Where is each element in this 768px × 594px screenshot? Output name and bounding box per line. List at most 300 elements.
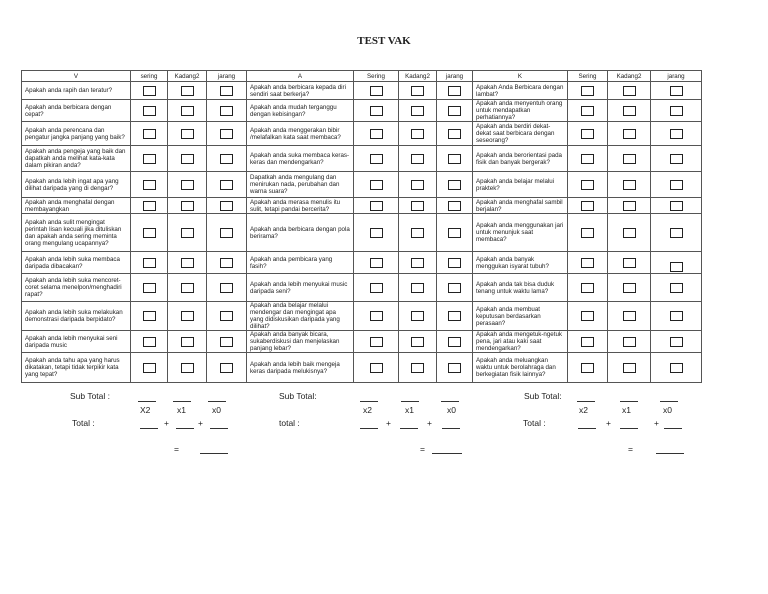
k-subtotal-blank-3[interactable] [660, 401, 678, 402]
k-subtotal-blank-1[interactable] [577, 401, 595, 402]
a-jarang-cell [437, 331, 473, 353]
a-equals: = [420, 444, 425, 454]
v-subtotal-blank-2[interactable] [173, 401, 191, 402]
k-kadang-checkbox[interactable] [623, 201, 636, 211]
question-a: Dapatkah anda mengulang dan menirukan nada, perubahan dan warna suara? [247, 172, 354, 198]
question-v: Apakah anda menghafal dengan membayangkan [22, 198, 131, 214]
k-total-blank-3[interactable] [664, 428, 682, 429]
k-sering-checkbox[interactable] [581, 283, 594, 293]
a-jarang-cell [437, 122, 473, 146]
v-sering-cell [131, 100, 168, 122]
v-jarang-checkbox[interactable] [220, 283, 233, 293]
k-sering-checkbox[interactable] [581, 129, 594, 139]
k-kadang-checkbox[interactable] [623, 86, 636, 96]
a-jarang-checkbox[interactable] [448, 363, 461, 373]
a-kadang-checkbox[interactable] [411, 363, 424, 373]
k-kadang-checkbox[interactable] [623, 129, 636, 139]
k-jarang-checkbox[interactable] [670, 337, 683, 347]
a-plus-2: + [427, 418, 432, 428]
k-kadang-cell [608, 122, 651, 146]
question-row [22, 100, 702, 122]
a-sering-checkbox[interactable] [370, 129, 383, 139]
a-jarang-checkbox[interactable] [448, 337, 461, 347]
v-jarang-checkbox[interactable] [220, 180, 233, 190]
header-a-jarang: jarang [437, 71, 473, 82]
v-jarang-cell [207, 146, 247, 172]
v-jarang-checkbox[interactable] [220, 106, 233, 116]
a-kadang-checkbox[interactable] [411, 86, 424, 96]
a-jarang-cell [437, 353, 473, 383]
header-v-sering: sering [131, 71, 168, 82]
k-total-label: Total : [523, 418, 546, 428]
a-sering-checkbox[interactable] [370, 337, 383, 347]
a-subtotal-label: Sub Total: [279, 391, 317, 401]
a-sering-cell [354, 353, 399, 383]
k-kadang-cell [608, 82, 651, 100]
k-sering-checkbox[interactable] [581, 106, 594, 116]
k-sering-cell [568, 172, 608, 198]
v-jarang-cell [207, 274, 247, 302]
v-kadang-cell [168, 146, 207, 172]
question-row [22, 198, 702, 214]
k-jarang-checkbox[interactable] [670, 129, 683, 139]
k-kadang-cell [608, 274, 651, 302]
k-sering-checkbox[interactable] [581, 258, 594, 268]
k-kadang-cell [608, 353, 651, 383]
v-kadang-checkbox[interactable] [181, 311, 194, 321]
a-plus-1: + [386, 418, 391, 428]
a-sering-checkbox[interactable] [370, 86, 383, 96]
question-k: Apakah anda berorientasi pada fisik dan banyak bergerak? [473, 146, 568, 172]
k-sering-checkbox[interactable] [581, 228, 594, 238]
k-sering-cell [568, 302, 608, 331]
a-jarang-cell [437, 302, 473, 331]
k-sering-checkbox[interactable] [581, 201, 594, 211]
question-v: Apakah anda lebih menyukai seni daripada music [22, 331, 131, 353]
k-jarang-cell [651, 214, 702, 252]
question-row [22, 302, 702, 331]
k-subtotal-blank-2[interactable] [620, 401, 638, 402]
a-jarang-checkbox[interactable] [448, 154, 461, 164]
a-kadang-checkbox[interactable] [411, 154, 424, 164]
k-jarang-checkbox[interactable] [670, 86, 683, 96]
v-jarang-checkbox[interactable] [220, 258, 233, 268]
question-row [22, 274, 702, 302]
a-kadang-cell [399, 82, 437, 100]
k-multiplier-3: x0 [663, 405, 672, 415]
k-sering-checkbox[interactable] [581, 154, 594, 164]
question-row [22, 172, 702, 198]
a-multiplier-2: x1 [405, 405, 414, 415]
header-row [22, 71, 702, 82]
v-subtotal-label: Sub Total : [70, 391, 111, 401]
k-sering-checkbox[interactable] [581, 86, 594, 96]
a-sering-checkbox[interactable] [370, 201, 383, 211]
v-sering-checkbox[interactable] [143, 228, 156, 238]
k-multiplier-1: x2 [579, 405, 588, 415]
v-kadang-cell [168, 122, 207, 146]
a-sering-cell [354, 252, 399, 274]
question-a: Apakah anda banyak bicara, sukaberdiskusi dan menjelaskan panjang lebar? [247, 331, 354, 353]
v-sering-checkbox[interactable] [143, 180, 156, 190]
question-v: Apakah anda tahu apa yang harus dikatakan, tetapi tidak terpikir kata yang tepat? [22, 353, 131, 383]
k-kadang-checkbox[interactable] [623, 258, 636, 268]
k-kadang-checkbox[interactable] [623, 154, 636, 164]
a-total-blank-3[interactable] [442, 428, 460, 429]
a-kadang-cell [399, 252, 437, 274]
a-sering-checkbox[interactable] [370, 258, 383, 268]
k-sering-cell [568, 198, 608, 214]
v-sering-checkbox[interactable] [143, 363, 156, 373]
v-total-blank-3[interactable] [210, 428, 228, 429]
question-row [22, 122, 702, 146]
v-total-label: Total : [72, 418, 95, 428]
v-kadang-cell [168, 252, 207, 274]
question-v: Apakah anda rapih dan teratur? [22, 82, 131, 100]
k-jarang-cell [651, 198, 702, 214]
v-multiplier-3: x0 [212, 405, 221, 415]
a-kadang-checkbox[interactable] [411, 228, 424, 238]
question-v: Apakah anda pengeja yang baik dan dapatkah anda melihat kata-kata dalam pikiran anda? [22, 146, 131, 172]
a-kadang-checkbox[interactable] [411, 129, 424, 139]
v-sering-checkbox[interactable] [143, 337, 156, 347]
v-plus-2: + [198, 418, 203, 428]
v-kadang-cell [168, 172, 207, 198]
k-kadang-checkbox[interactable] [623, 180, 636, 190]
a-kadang-cell [399, 172, 437, 198]
v-sering-checkbox[interactable] [143, 201, 156, 211]
header-v: V [22, 71, 131, 82]
question-k: Apakah anda mengetuk-ngetuk pena, jari atau kaki saat mendengarkan? [473, 331, 568, 353]
v-kadang-checkbox[interactable] [181, 201, 194, 211]
v-jarang-cell [207, 353, 247, 383]
question-v: Apakah anda lebih suka membaca daripada dibacakan? [22, 252, 131, 274]
a-total-blank-1[interactable] [360, 428, 378, 429]
v-kadang-checkbox[interactable] [181, 154, 194, 164]
v-sering-cell [131, 198, 168, 214]
a-kadang-checkbox[interactable] [411, 337, 424, 347]
v-result-blank[interactable] [200, 453, 228, 454]
a-jarang-checkbox[interactable] [448, 228, 461, 238]
k-kadang-cell [608, 198, 651, 214]
a-sering-checkbox[interactable] [370, 180, 383, 190]
question-row [22, 214, 702, 252]
v-kadang-cell [168, 353, 207, 383]
v-subtotal-blank-3[interactable] [208, 401, 226, 402]
question-a: Apakah anda mudah terganggu dengan kebisingan? [247, 100, 354, 122]
header-k-kadang: Kadang2 [608, 71, 651, 82]
k-jarang-cell [651, 252, 702, 274]
k-jarang-cell [651, 353, 702, 383]
v-jarang-checkbox[interactable] [220, 86, 233, 96]
v-sering-checkbox[interactable] [143, 106, 156, 116]
question-a: Apakah anda belajar melalui mendengar dan mengingat apa yang didiskusikan daripada yang dilihat? [247, 302, 354, 331]
question-k: Apakah anda tak bisa duduk tenang untuk waktu lama? [473, 274, 568, 302]
a-jarang-cell [437, 100, 473, 122]
a-sering-cell [354, 146, 399, 172]
header-k: K [473, 71, 568, 82]
header-a-sering: Sering [354, 71, 399, 82]
question-a: Apakah anda suka membaca keras-keras dan mendengarkan? [247, 146, 354, 172]
v-jarang-checkbox[interactable] [220, 154, 233, 164]
v-kadang-cell [168, 214, 207, 252]
v-sering-cell [131, 302, 168, 331]
a-jarang-checkbox[interactable] [448, 311, 461, 321]
k-sering-checkbox[interactable] [581, 311, 594, 321]
k-jarang-cell [651, 122, 702, 146]
a-multiplier-3: x0 [447, 405, 456, 415]
question-a: Apakah anda pembicara yang fasih? [247, 252, 354, 274]
question-rows [22, 82, 702, 383]
k-jarang-checkbox[interactable] [670, 311, 683, 321]
v-sering-cell [131, 274, 168, 302]
a-kadang-cell [399, 353, 437, 383]
a-jarang-checkbox[interactable] [448, 201, 461, 211]
k-jarang-cell [651, 302, 702, 331]
a-multiplier-1: x2 [363, 405, 372, 415]
k-kadang-checkbox[interactable] [623, 363, 636, 373]
k-jarang-checkbox[interactable] [670, 201, 683, 211]
v-sering-cell [131, 331, 168, 353]
a-kadang-checkbox[interactable] [411, 180, 424, 190]
k-total-blank-2[interactable] [620, 428, 638, 429]
question-v: Apakah anda sulit mengingat perintah lisan kecuali jika dituliskan dan apakah anda sering meminta orang mengulang ucapannya? [22, 214, 131, 252]
k-jarang-cell [651, 100, 702, 122]
k-sering-cell [568, 353, 608, 383]
a-subtotal-blank-2[interactable] [401, 401, 419, 402]
k-kadang-checkbox[interactable] [623, 337, 636, 347]
question-k: Apakah anda berdiri dekat-dekat saat berbicara dengan seseorang? [473, 122, 568, 146]
a-jarang-cell [437, 172, 473, 198]
k-sering-cell [568, 214, 608, 252]
a-kadang-cell [399, 198, 437, 214]
k-result-blank[interactable] [656, 453, 684, 454]
question-k: Apakah anda menghafal sambil berjalan? [473, 198, 568, 214]
page-title: TEST VAK [357, 35, 411, 47]
a-kadang-cell [399, 302, 437, 331]
k-jarang-checkbox[interactable] [670, 228, 683, 238]
a-kadang-cell [399, 331, 437, 353]
question-v: Apakah anda lebih suka melakukan demonstrasi daripada berpidato? [22, 302, 131, 331]
question-v: Apakah anda lebih ingat apa yang dilihat daripada yang di dengar? [22, 172, 131, 198]
v-kadang-cell [168, 198, 207, 214]
v-total-blank-2[interactable] [176, 428, 194, 429]
k-subtotal-label: Sub Total: [524, 391, 562, 401]
a-sering-cell [354, 331, 399, 353]
a-sering-checkbox[interactable] [370, 283, 383, 293]
a-jarang-cell [437, 198, 473, 214]
k-sering-cell [568, 100, 608, 122]
v-jarang-checkbox[interactable] [220, 129, 233, 139]
a-sering-checkbox[interactable] [370, 154, 383, 164]
v-kadang-checkbox[interactable] [181, 129, 194, 139]
a-sering-cell [354, 214, 399, 252]
a-jarang-checkbox[interactable] [448, 180, 461, 190]
k-sering-cell [568, 252, 608, 274]
a-jarang-checkbox[interactable] [448, 258, 461, 268]
k-jarang-checkbox[interactable] [670, 262, 683, 272]
a-jarang-cell [437, 252, 473, 274]
a-kadang-checkbox[interactable] [411, 201, 424, 211]
question-k: Apakah Anda Berbicara dengan lambat? [473, 82, 568, 100]
k-sering-checkbox[interactable] [581, 337, 594, 347]
v-sering-cell [131, 122, 168, 146]
a-subtotal-blank-3[interactable] [441, 401, 459, 402]
v-sering-checkbox[interactable] [143, 86, 156, 96]
v-jarang-cell [207, 302, 247, 331]
k-jarang-checkbox[interactable] [670, 154, 683, 164]
k-sering-cell [568, 331, 608, 353]
v-jarang-checkbox[interactable] [220, 311, 233, 321]
k-multiplier-2: x1 [622, 405, 631, 415]
k-sering-cell [568, 82, 608, 100]
question-row [22, 252, 702, 274]
a-kadang-cell [399, 100, 437, 122]
v-equals: = [174, 444, 179, 454]
v-subtotal-blank-1[interactable] [138, 401, 156, 402]
question-v: Apakah anda perencana dan pengatur jangka panjang yang baik? [22, 122, 131, 146]
question-a: Apakah anda menggerakan bibir /melafalkan kata saat membaca? [247, 122, 354, 146]
k-jarang-checkbox[interactable] [670, 283, 683, 293]
k-sering-checkbox[interactable] [581, 180, 594, 190]
k-jarang-checkbox[interactable] [670, 180, 683, 190]
v-kadang-checkbox[interactable] [181, 283, 194, 293]
v-sering-checkbox[interactable] [143, 311, 156, 321]
a-sering-cell [354, 122, 399, 146]
v-sering-checkbox[interactable] [143, 129, 156, 139]
a-jarang-checkbox[interactable] [448, 129, 461, 139]
k-jarang-cell [651, 82, 702, 100]
question-row [22, 82, 702, 100]
v-kadang-checkbox[interactable] [181, 86, 194, 96]
k-total-blank-1[interactable] [578, 428, 596, 429]
k-equals: = [628, 444, 633, 454]
header-a: A [247, 71, 354, 82]
k-jarang-checkbox[interactable] [670, 106, 683, 116]
question-a: Apakah anda lebih baik mengeja keras daripada melukisnya? [247, 353, 354, 383]
v-jarang-cell [207, 82, 247, 100]
a-sering-cell [354, 100, 399, 122]
v-sering-cell [131, 172, 168, 198]
question-k: Apakah anda belajar melalui praktek? [473, 172, 568, 198]
v-kadang-cell [168, 302, 207, 331]
v-jarang-checkbox[interactable] [220, 363, 233, 373]
a-sering-checkbox[interactable] [370, 228, 383, 238]
a-subtotal-blank-1[interactable] [360, 401, 378, 402]
v-multiplier-2: x1 [177, 405, 186, 415]
a-total-blank-2[interactable] [400, 428, 418, 429]
question-k: Apakah anda menyentuh orang untuk mendapatkan perhatiannya? [473, 100, 568, 122]
k-kadang-cell [608, 172, 651, 198]
a-kadang-cell [399, 146, 437, 172]
question-a: Apakah anda merasa menulis itu sulit, tetapi pandai bercerita? [247, 198, 354, 214]
k-kadang-checkbox[interactable] [623, 311, 636, 321]
v-sering-checkbox[interactable] [143, 258, 156, 268]
v-jarang-cell [207, 198, 247, 214]
a-kadang-checkbox[interactable] [411, 258, 424, 268]
v-kadang-cell [168, 274, 207, 302]
k-kadang-checkbox[interactable] [623, 106, 636, 116]
v-kadang-cell [168, 331, 207, 353]
question-k: Apakah anda meluangkan waktu untuk berolahraga dan berkegiatan fisik lainnya? [473, 353, 568, 383]
a-jarang-cell [437, 274, 473, 302]
v-kadang-checkbox[interactable] [181, 363, 194, 373]
v-multiplier-1: X2 [140, 405, 151, 415]
v-total-blank-1[interactable] [140, 428, 158, 429]
k-kadang-cell [608, 146, 651, 172]
v-jarang-checkbox[interactable] [220, 201, 233, 211]
k-kadang-cell [608, 214, 651, 252]
header-k-sering: Sering [568, 71, 608, 82]
a-sering-cell [354, 302, 399, 331]
v-sering-cell [131, 214, 168, 252]
a-sering-cell [354, 274, 399, 302]
v-jarang-cell [207, 252, 247, 274]
v-sering-checkbox[interactable] [143, 154, 156, 164]
k-jarang-cell [651, 146, 702, 172]
a-sering-checkbox[interactable] [370, 311, 383, 321]
k-kadang-cell [608, 252, 651, 274]
a-sering-checkbox[interactable] [370, 106, 383, 116]
k-jarang-cell [651, 331, 702, 353]
a-jarang-checkbox[interactable] [448, 283, 461, 293]
a-kadang-cell [399, 122, 437, 146]
a-kadang-cell [399, 274, 437, 302]
question-k: Apakah anda membuat keputusan berdasarkan perasaan? [473, 302, 568, 331]
a-total-label: total : [279, 418, 300, 428]
a-sering-cell [354, 172, 399, 198]
question-k: Apakah anda banyak menggukan isyarat tubuh? [473, 252, 568, 274]
v-sering-checkbox[interactable] [143, 283, 156, 293]
a-jarang-checkbox[interactable] [448, 86, 461, 96]
k-kadang-checkbox[interactable] [623, 283, 636, 293]
v-sering-cell [131, 353, 168, 383]
v-jarang-cell [207, 172, 247, 198]
a-sering-cell [354, 198, 399, 214]
a-jarang-cell [437, 146, 473, 172]
k-plus-1: + [606, 418, 611, 428]
v-kadang-checkbox[interactable] [181, 258, 194, 268]
a-sering-cell [354, 82, 399, 100]
v-kadang-checkbox[interactable] [181, 337, 194, 347]
k-jarang-checkbox[interactable] [670, 363, 683, 373]
question-a: Apakah anda lebih menyukai music daripada seni? [247, 274, 354, 302]
v-jarang-checkbox[interactable] [220, 337, 233, 347]
k-kadang-checkbox[interactable] [623, 228, 636, 238]
header-k-jarang: jarang [651, 71, 702, 82]
v-jarang-checkbox[interactable] [220, 228, 233, 238]
k-sering-checkbox[interactable] [581, 363, 594, 373]
a-kadang-cell [399, 214, 437, 252]
question-a: Apakah anda berbicara kepada diri sendiri saat berkerja? [247, 82, 354, 100]
k-kadang-cell [608, 302, 651, 331]
v-kadang-checkbox[interactable] [181, 180, 194, 190]
v-kadang-checkbox[interactable] [181, 228, 194, 238]
header-v-jarang: jarang [207, 71, 247, 82]
v-jarang-cell [207, 214, 247, 252]
v-plus-1: + [164, 418, 169, 428]
v-sering-cell [131, 252, 168, 274]
a-kadang-checkbox[interactable] [411, 106, 424, 116]
question-v: Apakah anda lebih suka mencoret-coret selama menelpon/menghadiri rapat? [22, 274, 131, 302]
k-sering-cell [568, 274, 608, 302]
a-result-blank[interactable] [432, 453, 462, 454]
v-kadang-checkbox[interactable] [181, 106, 194, 116]
a-jarang-checkbox[interactable] [448, 106, 461, 116]
a-kadang-checkbox[interactable] [411, 311, 424, 321]
a-sering-checkbox[interactable] [370, 363, 383, 373]
a-kadang-checkbox[interactable] [411, 283, 424, 293]
